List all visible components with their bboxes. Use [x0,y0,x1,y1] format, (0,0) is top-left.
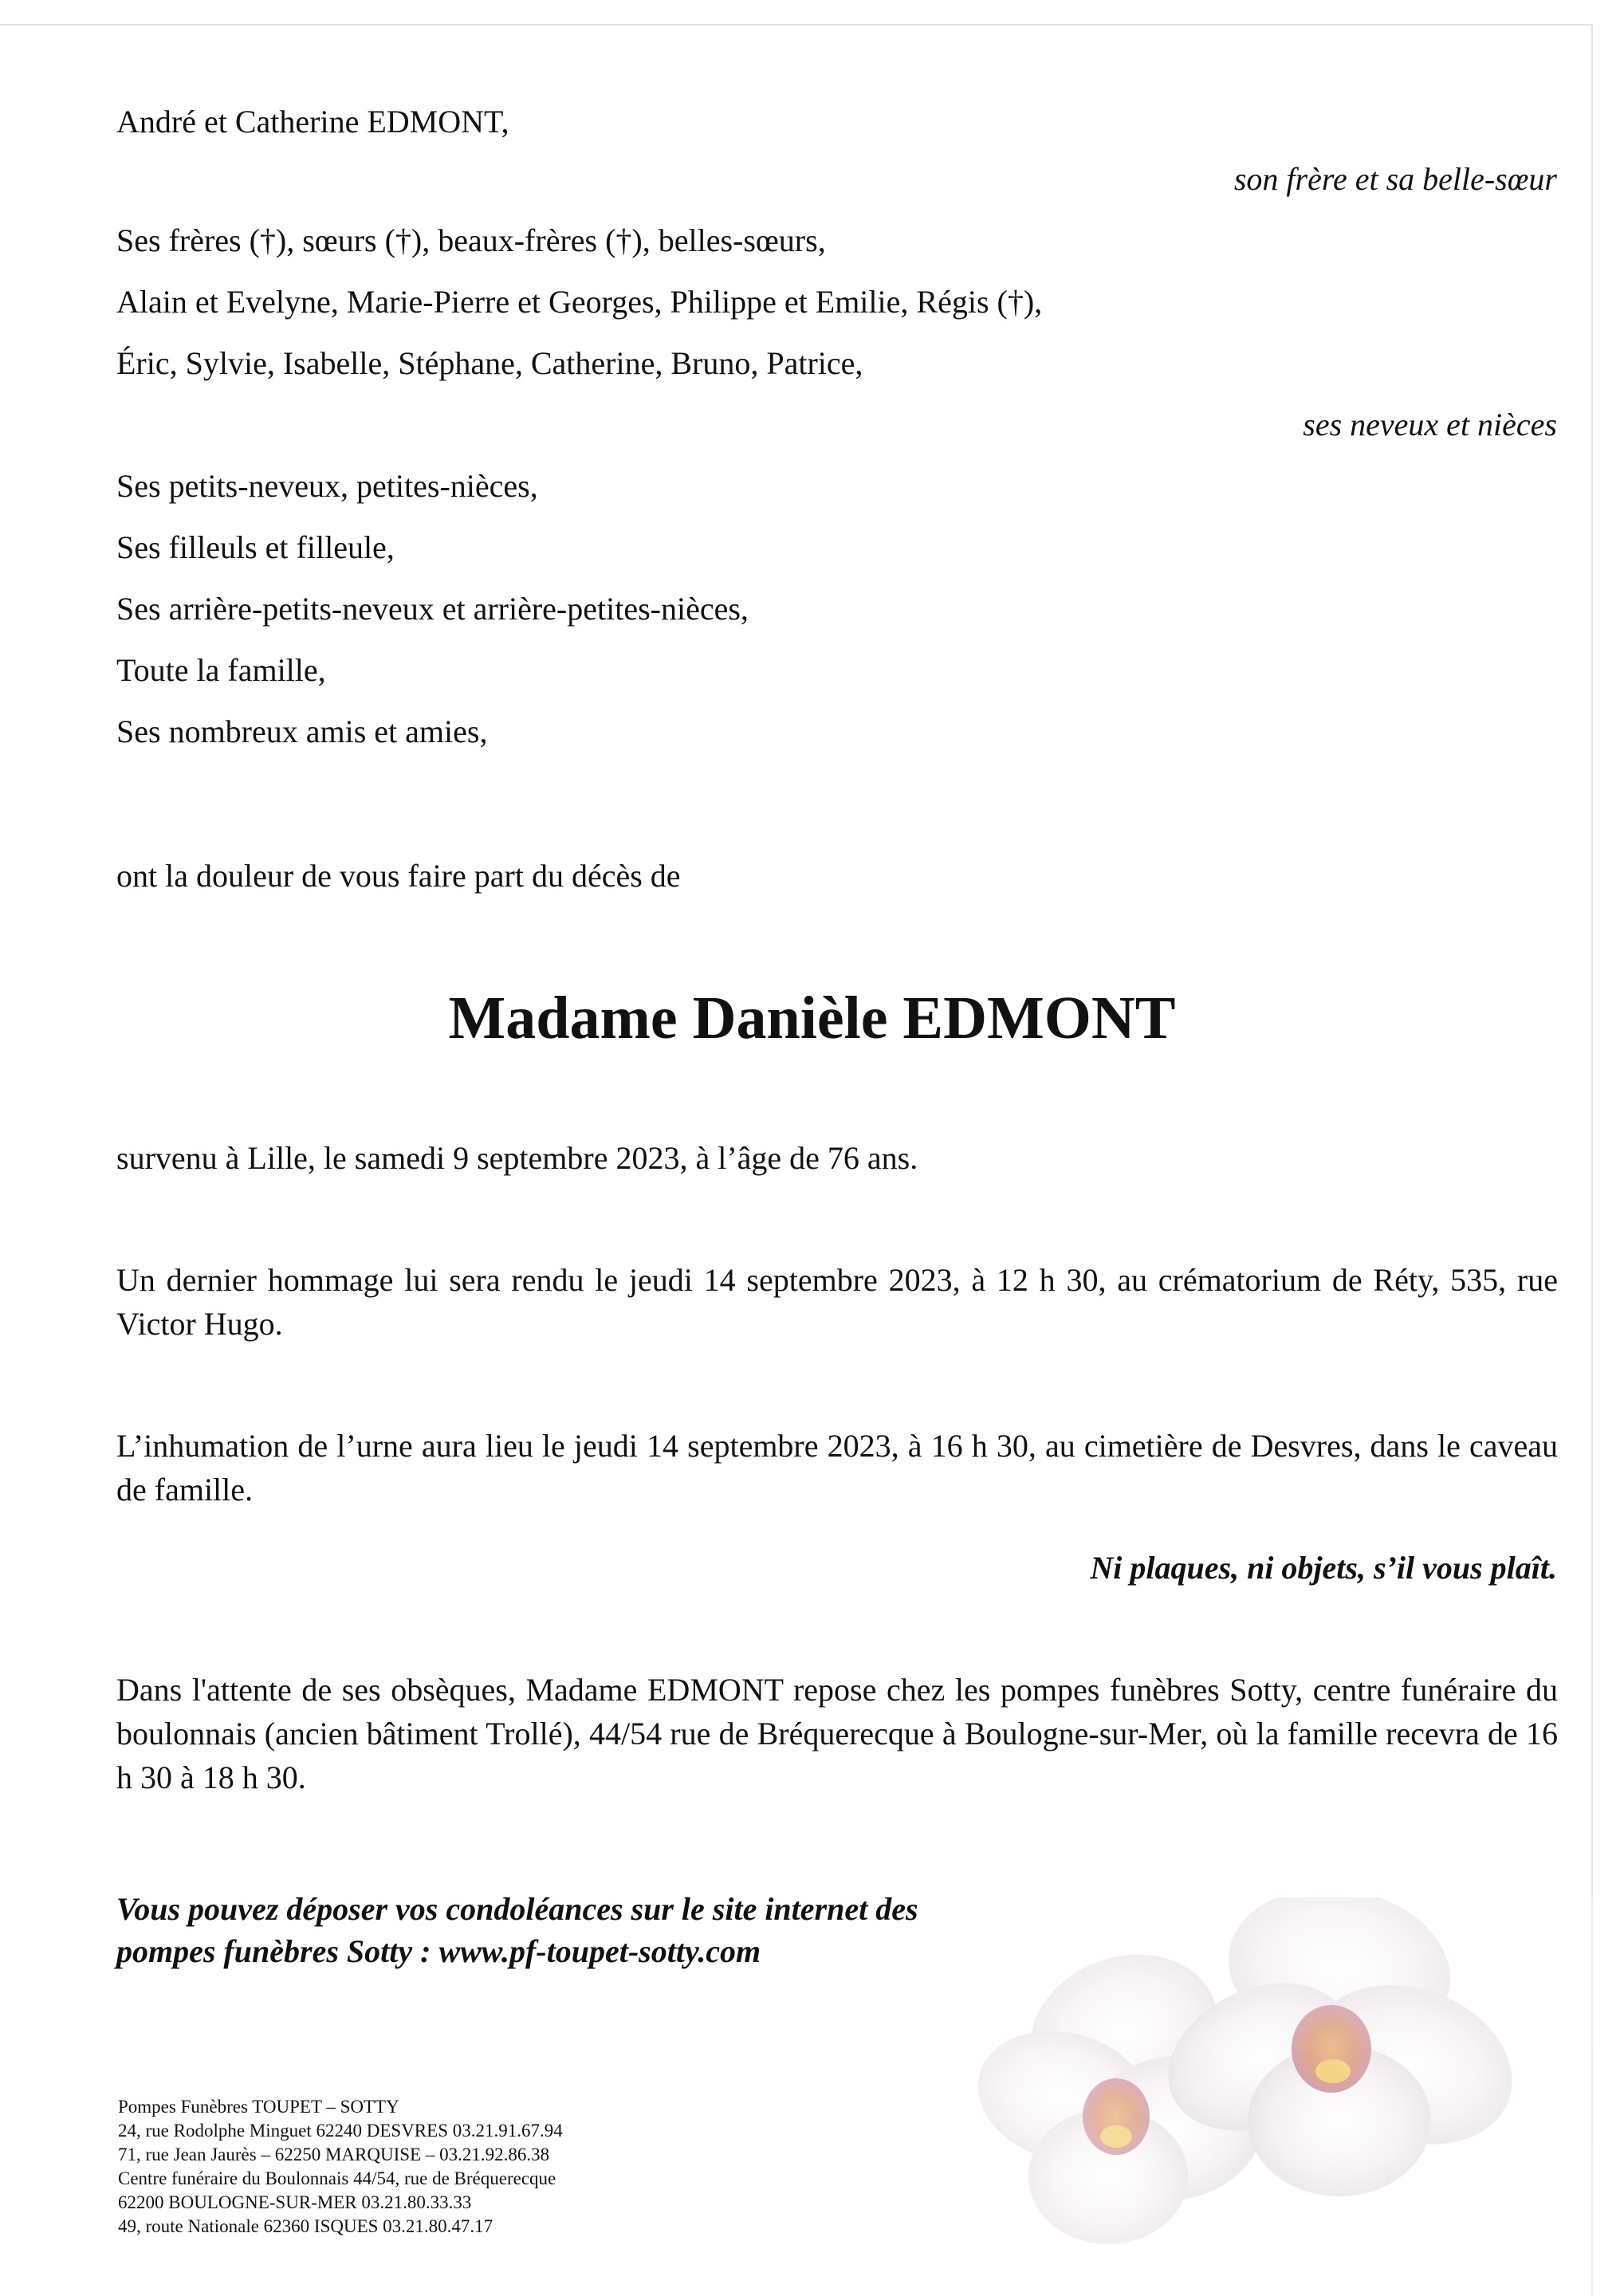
hommage-paragraph: Un dernier hommage lui sera rendu le jeudi 14 septembre 2023, à 12 h 30, au crématorium de Réty, 535, rue Victor Hugo. [116,1262,1558,1342]
footer-line: Centre funéraire du Boulonnais 44/54, rue de Bréquerecque [118,2168,556,2188]
relation-brother: son frère et sa belle-sœur [1233,161,1557,197]
footer-line: 24, rue Rodolphe Minguet 62240 DESVRES 03.21.91.67.94 [118,2121,563,2141]
siblings-line: Ses frères (†), sœurs (†), beaux-frères (†), belles-sœurs, [116,222,826,258]
family-line: Toute la famille, [116,652,326,688]
header-line: André et Catherine EDMONT, [116,104,509,140]
condoleances-line: pompes funèbres Sotty : www.pf-toupet-sotty.com [116,1933,761,1969]
family-line: Ses petits-neveux, petites-nièces, [116,468,538,504]
siblings-line: Éric, Sylvie, Isabelle, Stéphane, Catherine, Bruno, Patrice, [116,345,863,381]
deceased-name: Madame Danièle EDMONT [448,985,1176,1052]
announce-line: ont la douleur de vous faire part du décès de [116,858,681,894]
death-info: survenu à Lille, le samedi 9 septembre 2023, à l’âge de 76 ans. [116,1140,918,1176]
footer-line: Pompes Funèbres TOUPET – SOTTY [118,2097,399,2117]
family-line: Ses arrière-petits-neveux et arrière-petites-nièces, [116,591,749,627]
condoleances-line: Vous pouvez déposer vos condoléances sur le site internet des [116,1891,918,1927]
funeral-home-address [118,2095,563,2239]
siblings-line: Alain et Evelyne, Marie-Pierre et Georges, Philippe et Emilie, Régis (†), [116,284,1043,320]
footer-line: 49, route Nationale 62360 ISQUES 03.21.80.47.17 [118,2216,493,2236]
no-flowers-note: Ni plaques, ni objets, s’il vous plaît. [1090,1550,1557,1586]
footer-line: 71, rue Jean Jaurès – 62250 MARQUISE – 03.21.92.86.38 [118,2145,550,2164]
family-line: Ses nombreux amis et amies, [116,714,488,749]
footer-line: 62200 BOULOGNE-SUR-MER 03.21.80.33.33 [118,2192,472,2212]
relation-nephews: ses neveux et nièces [1303,407,1557,442]
repose-paragraph: Dans l'attente de ses obsèques, Madame EDMONT repose chez les pompes funèbres Sotty, centre funéraire du boulonnais (ancien bâtiment Trollé), 44/54 rue de Bréquerecque à Boulogne-sur-Mer, où la famille recevra de 16 h 30 à 18 h 30. [116,1672,1558,1795]
family-line: Ses filleuls et filleule, [116,529,395,565]
inhumation-paragraph: L’inhumation de l’urne aura lieu le jeudi 14 septembre 2023, à 16 h 30, au cimetière de Desvres, dans le caveau de famille. [116,1428,1558,1508]
orchid-image [965,1897,1624,2296]
